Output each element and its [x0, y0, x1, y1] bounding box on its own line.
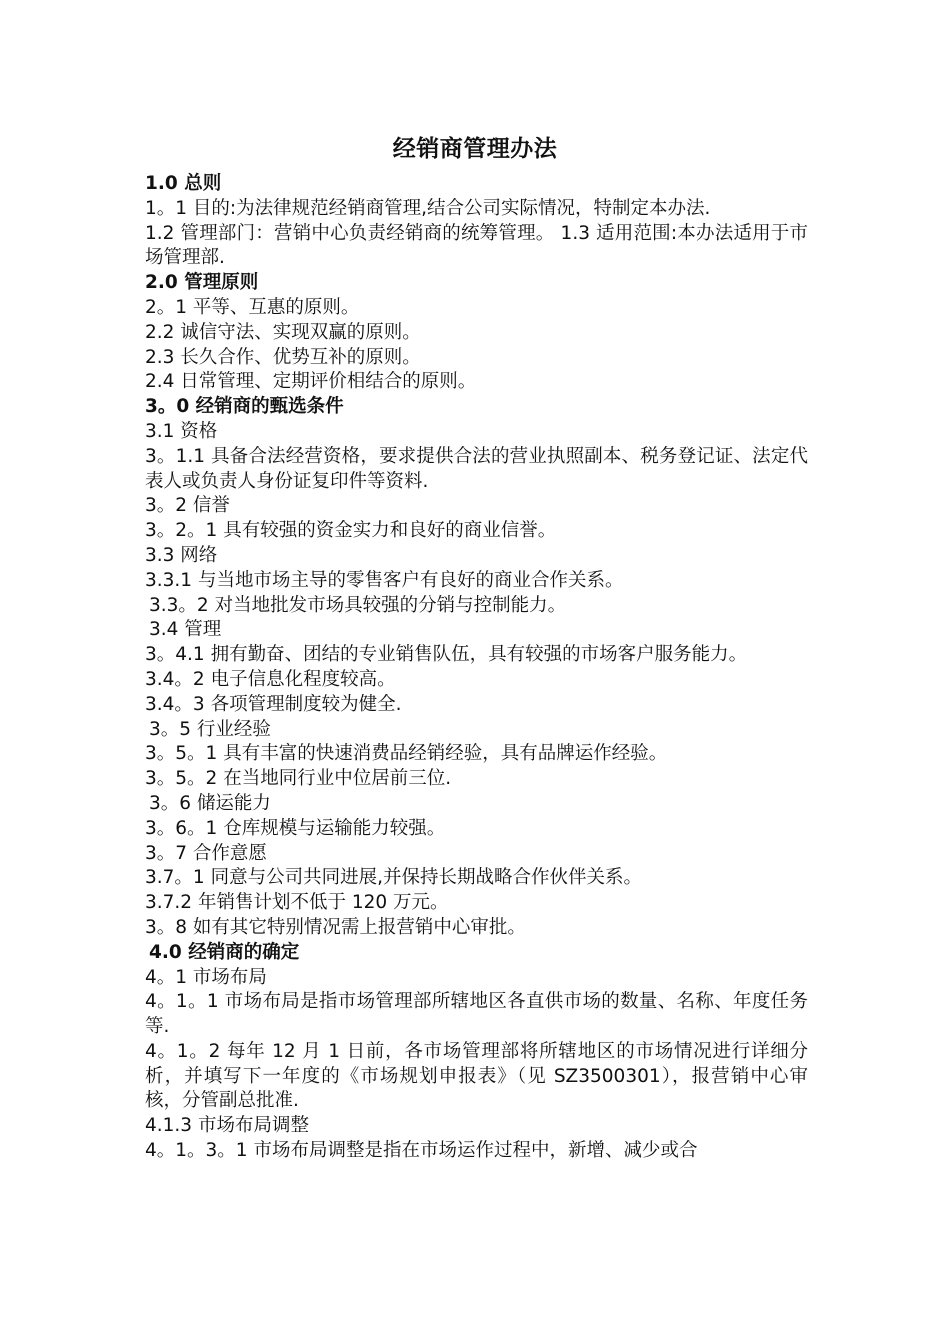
paragraph-3-2-1: 3。2。1 具有较强的资金实力和良好的商业信誉。: [145, 520, 557, 542]
paragraph-3-7-1: 3.7。1 同意与公司共同进展,并保持长期战略合作伙伴关系。: [145, 867, 642, 889]
paragraph-3-4-1: 3。4.1 拥有勤奋、团结的专业销售队伍，具有较强的市场客户服务能力。: [145, 644, 748, 666]
subheading-3-3: 3.3 网络: [145, 544, 218, 566]
paragraph-2-4: 2.4 日常管理、定期评价相结合的原则。: [145, 371, 477, 393]
paragraph-4-1-3-1: 4。1。3。1 市场布局调整是指在市场运作过程中，新增、减少或合: [145, 1140, 698, 1162]
subheading-4-1: 4。1 市场布局: [145, 966, 267, 988]
subheading-3-7: 3。7 合作意愿: [145, 842, 267, 864]
paragraph-3-5-1: 3。5。1 具有丰富的快速消费品经销经验，具有品牌运作经验。: [145, 743, 668, 765]
document-title: 经销商管理办法: [392, 136, 558, 162]
paragraph-4-1-2: 4。1。2 每年 12 月 1 日前，各市场管理部将所辖地区的市场情况进行详细分析，并填写下一年度的《市场规划申报表》（见 SZ3500301），报营销中心审核，分管副总批准.: [145, 1040, 808, 1112]
subheading-3-4: 3.4 管理: [149, 619, 222, 641]
subheading-4-1-3: 4.1.3 市场布局调整: [145, 1115, 309, 1137]
paragraph-2-3: 2.3 长久合作、优势互补的原则。: [145, 346, 421, 368]
paragraph-3-8: 3。8 如有其它特别情况需上报营销中心审批。: [145, 916, 526, 938]
subheading-3-6: 3。6 储运能力: [149, 792, 271, 814]
section-heading-4: 4.0 经销商的确定: [149, 941, 300, 963]
paragraph-1-1: 1。1 目的:为法律规范经销商管理,结合公司实际情况，特制定本办法.: [145, 197, 711, 219]
section-heading-2: 2.0 管理原则: [145, 272, 259, 294]
subheading-3-5: 3。5 行业经验: [149, 718, 271, 740]
paragraph-3-4-3: 3.4。3 各项管理制度较为健全.: [145, 693, 402, 715]
paragraph-3-6-1: 3。6。1 仓库规模与运输能力较强。: [145, 817, 446, 839]
paragraph-3-3-2: 3.3。2 对当地批发市场具较强的分销与控制能力。: [149, 594, 567, 616]
section-heading-1: 1.0 总则: [145, 173, 222, 194]
document-body: [145, 172, 808, 1164]
paragraph-3-7-2: 3.7.2 年销售计划不低于 120 万元。: [145, 892, 449, 914]
paragraph-2-1: 2。1 平等、互惠的原则。: [145, 296, 360, 318]
paragraph-4-1-1: 4。1。1 市场布局是指市场管理部所辖地区各直供市场的数量、名称、年度任务等.: [145, 991, 808, 1038]
paragraph-3-4-2: 3.4。2 电子信息化程度较高。: [145, 668, 396, 690]
paragraph-3-3-1: 3.3.1 与当地市场主导的零售客户有良好的商业合作关系。: [145, 569, 624, 591]
paragraph-1-2: 1.2 管理部门：营销中心负责经销商的统筹管理。 1.3 适用范围:本办法适用于市场管理部.: [145, 222, 808, 269]
section-heading-3: 3。0 经销商的甄选条件: [145, 396, 344, 418]
paragraph-2-2: 2.2 诚信守法、实现双赢的原则。: [145, 321, 421, 343]
subheading-3-2: 3。2 信誉: [145, 495, 230, 517]
paragraph-3-5-2: 3。5。2 在当地同行业中位居前三位.: [145, 768, 452, 790]
paragraph-3-1-1: 3。1.1 具备合法经营资格，要求提供合法的营业执照副本、税务登记证、法定代表人或负责人身份证复印件等资料.: [145, 445, 808, 492]
subheading-3-1: 3.1 资格: [145, 420, 218, 442]
